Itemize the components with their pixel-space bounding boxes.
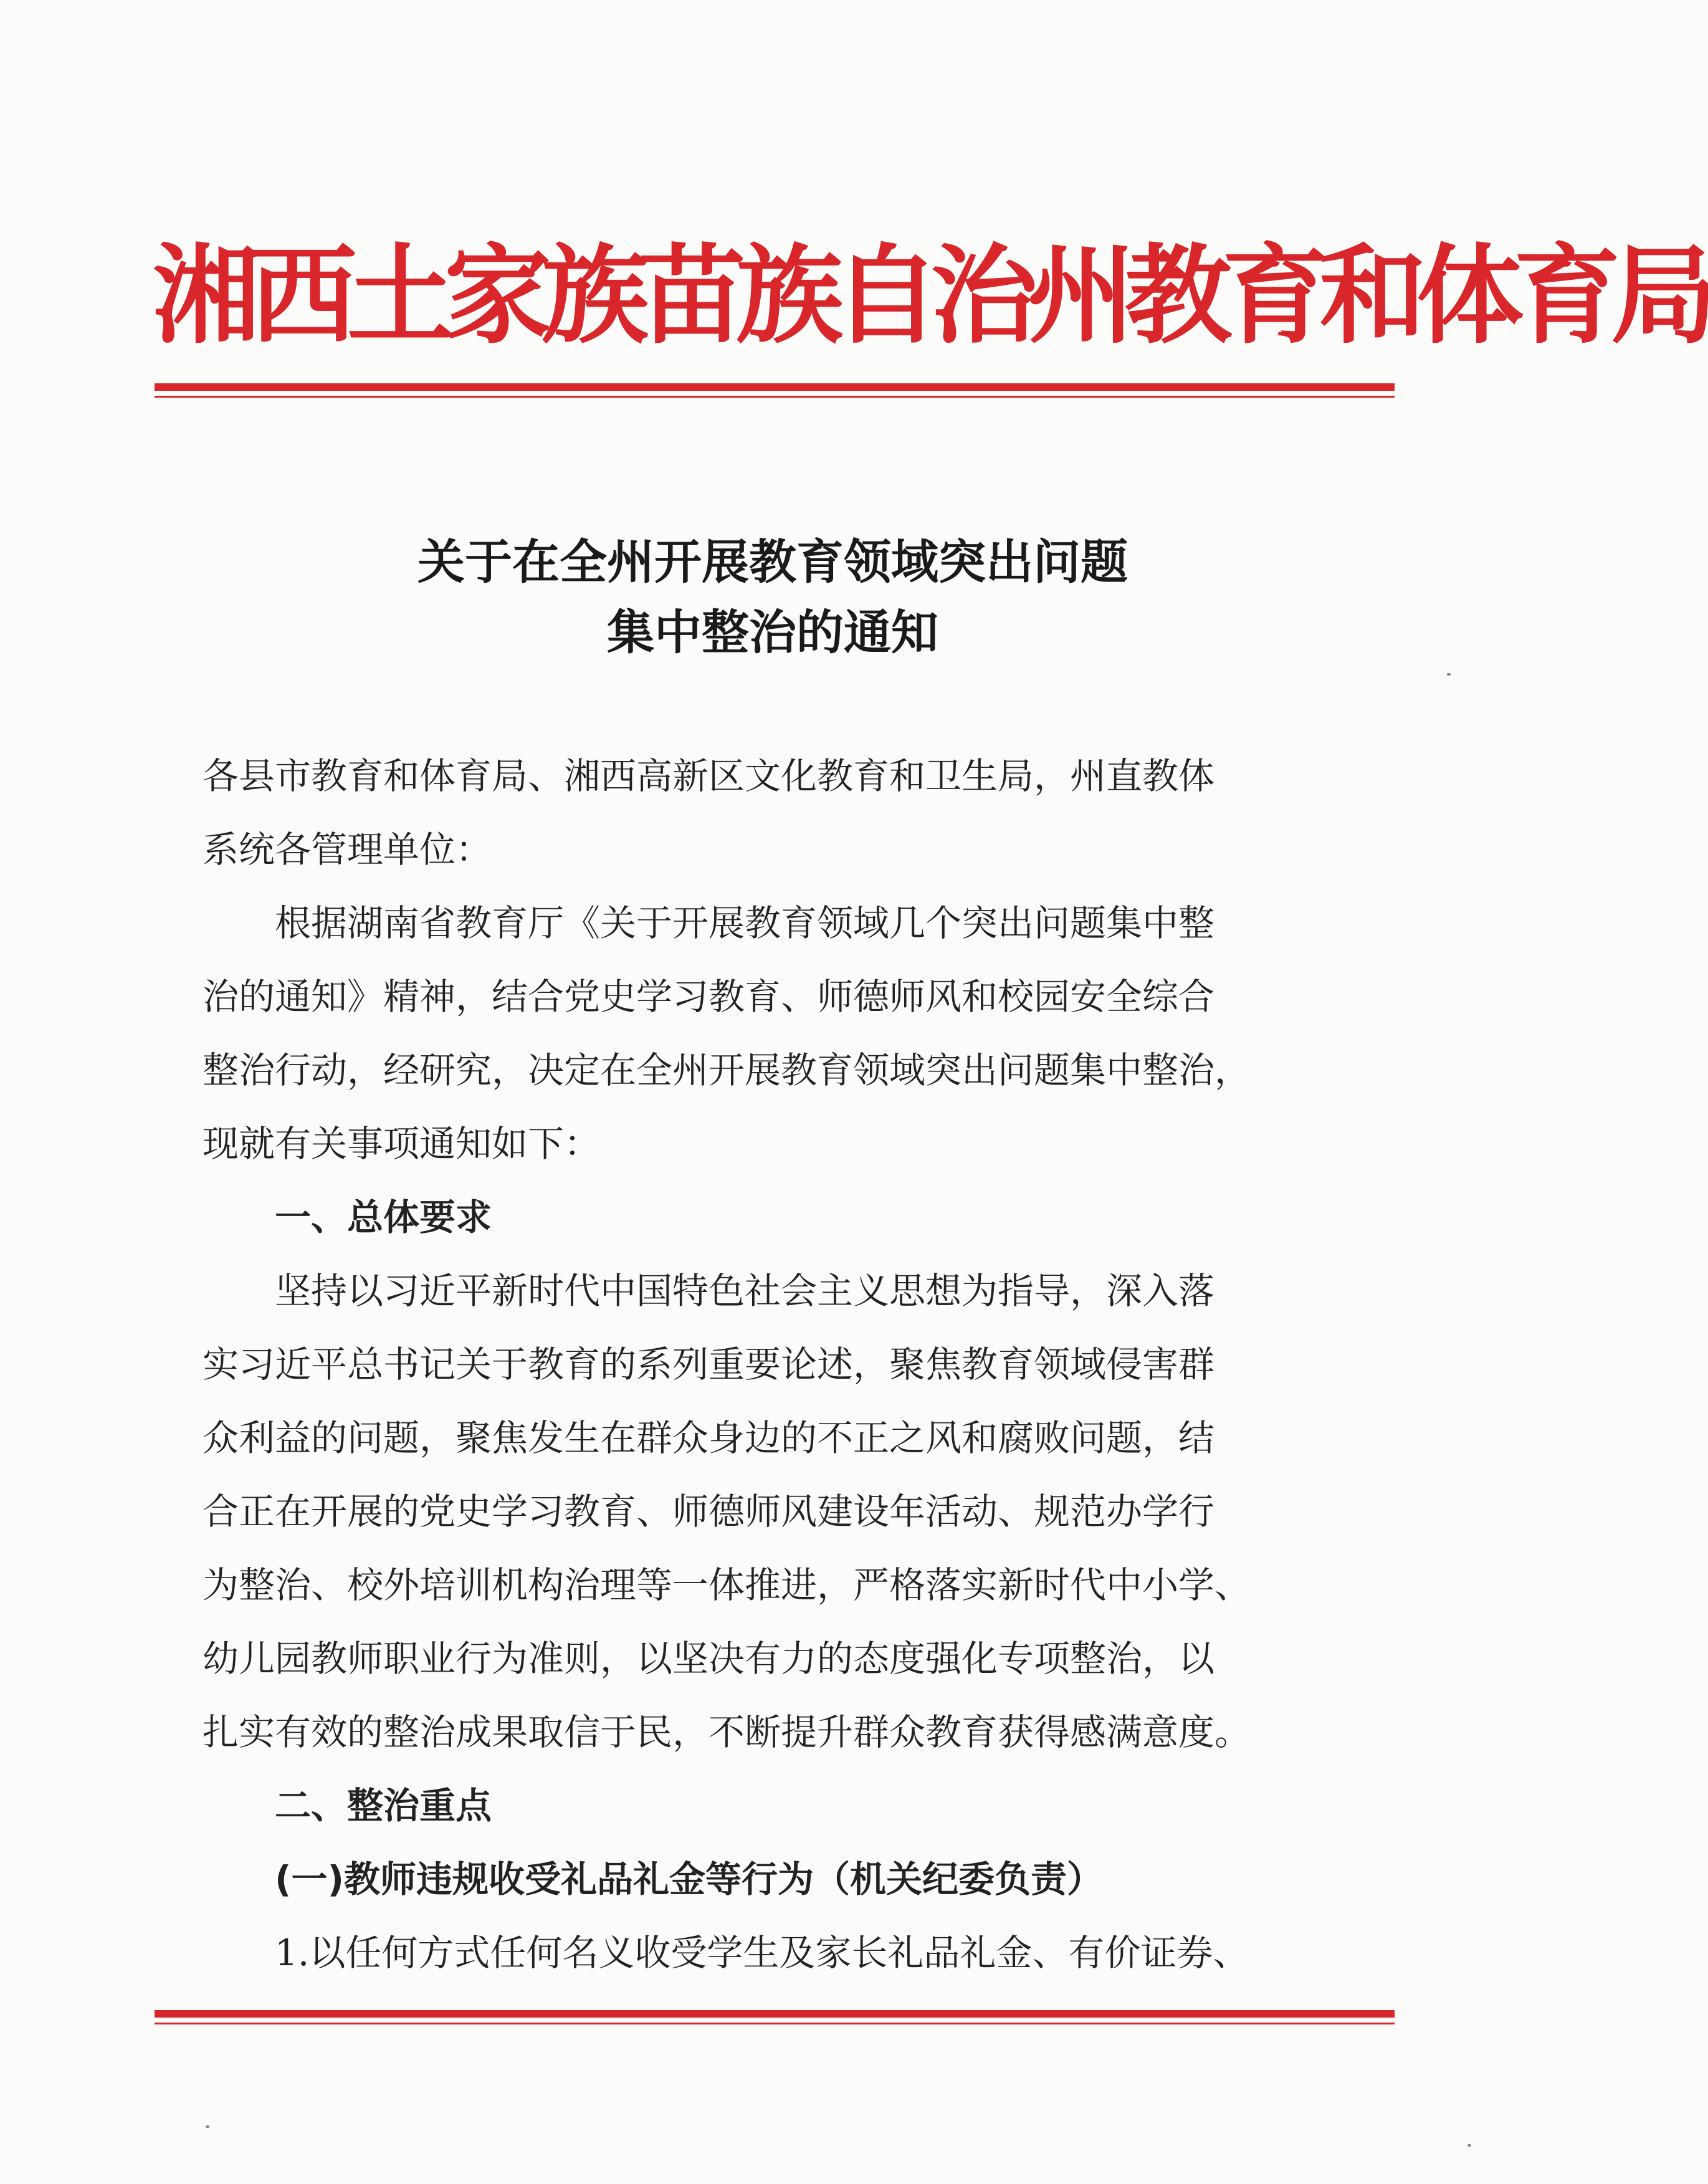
scan-speck bbox=[1467, 2144, 1471, 2147]
document-title-line-1: 关于在全州开展教育领域突出问题 bbox=[417, 534, 1128, 590]
footer-red-rule bbox=[155, 2010, 1395, 2024]
body-line-recipients-cont: 系统各管理单位： bbox=[203, 828, 492, 871]
body-line: 现就有关事项通知如下： bbox=[203, 1123, 601, 1165]
body-line: 为整治、校外培训机构治理等一体推进，严格落实新时代中小学、 bbox=[203, 1564, 1251, 1606]
agency-letterhead: 湘西土家族苗族自治州教育和体育局 bbox=[153, 233, 1708, 358]
subsection-heading: (一)教师违规收受礼品礼金等行为（机关纪委负责） bbox=[203, 1858, 1104, 1900]
section-heading-general-requirements: 一、总体要求 bbox=[203, 1196, 492, 1238]
body-line: 扎实有效的整治成果取信于民，不断提升群众教育获得感满意度。 bbox=[203, 1711, 1251, 1753]
scan-speck bbox=[1447, 673, 1451, 676]
body-line: 整治行动，经研究，决定在全州开展教育领域突出问题集中整治， bbox=[203, 1049, 1251, 1091]
body-line-recipients: 各县市教育和体育局、湘西高新区文化教育和卫生局，州直教体 bbox=[203, 755, 1215, 797]
body-line: 根据湖南省教育厅《关于开展教育领域几个突出问题集中整 bbox=[203, 902, 1215, 944]
letterhead-red-rule bbox=[155, 383, 1395, 398]
body-line: 治的通知》精神，结合党史学习教育、师德师风和校园安全综合 bbox=[203, 975, 1215, 1018]
red-rule-thin bbox=[155, 2023, 1395, 2024]
scan-speck bbox=[206, 2125, 209, 2128]
red-rule-thick bbox=[155, 2010, 1395, 2018]
red-rule-thick bbox=[155, 383, 1395, 391]
body-line: 众利益的问题，聚焦发生在群众身边的不正之风和腐败问题，结 bbox=[203, 1417, 1215, 1459]
section-heading-key-areas: 二、整治重点 bbox=[203, 1784, 492, 1827]
body-line: 幼儿园教师职业行为准则，以坚决有力的态度强化专项整治，以 bbox=[203, 1637, 1215, 1680]
body-line: 合正在开展的党史学习教育、师德师风建设年活动、规范办学行 bbox=[203, 1490, 1215, 1533]
body-line: 实习近平总书记关于教育的系列重要论述，聚焦教育领域侵害群 bbox=[203, 1343, 1215, 1386]
document-title-line-2: 集中整治的通知 bbox=[607, 605, 938, 660]
body-line: 1.以任何方式任何名义收受学生及家长礼品礼金、有价证券、 bbox=[203, 1932, 1249, 1974]
red-rule-thin bbox=[155, 396, 1395, 398]
body-line: 坚持以习近平新时代中国特色社会主义思想为指导，深入落 bbox=[203, 1270, 1215, 1312]
